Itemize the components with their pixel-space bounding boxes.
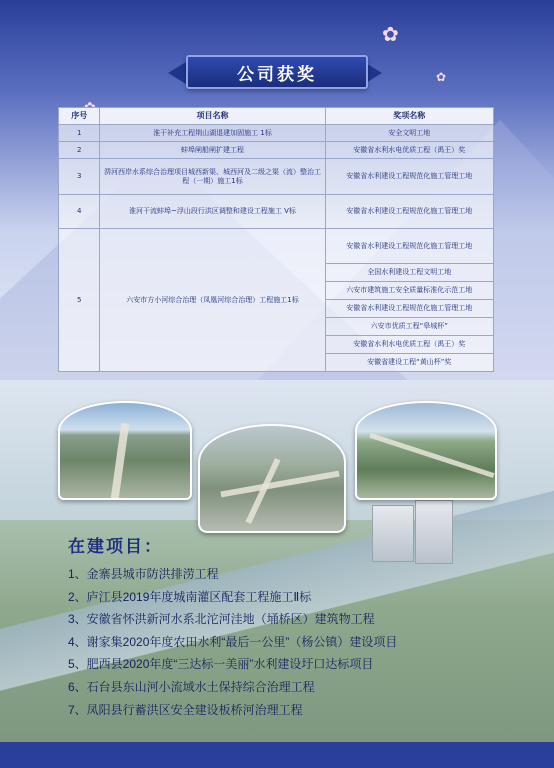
project-name: 淮干补充工程荆山湖退建加固施工 1标 [100, 125, 325, 142]
row-number: 1 [59, 125, 100, 142]
award-name: 安徽省建设工程“黄山杯”奖 [325, 354, 493, 372]
table-header-row [59, 108, 494, 125]
project-name: 蚌埠闸船闸扩建工程 [100, 142, 325, 159]
award-name: 安徽省水利建设工程规范化施工管理工地 [325, 229, 493, 264]
award-name: 安徽省水利建设工程规范化施工管理工地 [325, 159, 493, 195]
flower-decoration-icon: ✿ [382, 22, 399, 46]
list-item: 3、安徽省怀洪新河水系北沱河洼地（埇桥区）建筑物工程 [68, 612, 375, 627]
award-name: 全国水利建设工程文明工地 [325, 264, 493, 282]
award-name: 安徽省水利水电优质工程（禹王）奖 [325, 142, 493, 159]
award-name: 安徽省水利建设工程规范化施工管理工地 [325, 300, 493, 318]
projects-list [68, 565, 508, 723]
sluice-tower [415, 500, 453, 564]
award-name: 安徽省水利建设工程规范化施工管理工地 [325, 195, 493, 229]
award-name: 六安市优质工程“皋城杯” [325, 318, 493, 336]
table-row [59, 195, 494, 229]
project-name: 淠河西岸水系综合治理项目城西新渠、城西河及二级之渠（流）整治工程（一期）施工1标 [100, 159, 325, 195]
list-item: 1、金寨县城市防洪排涝工程 [68, 567, 219, 581]
awards-title: 公司获奖 [186, 55, 368, 89]
award-name: 安徽省水利水电优质工程（禹王）奖 [325, 336, 493, 354]
list-item: 2、庐江县2019年度城南灌区配套工程施工Ⅱ标 [68, 589, 312, 604]
sluice-tower [372, 505, 414, 562]
project-photo-right [355, 401, 497, 500]
ribbon-tail [168, 62, 186, 84]
projects-title: 在建项目： [68, 537, 163, 556]
list-item: 4、谢家集2020年度农田水利“最后一公里”（杨公镇）建设项目 [68, 634, 398, 649]
column-header-project: 项目名称 [100, 108, 325, 125]
award-name: 六安市建筑施工安全质量标准化示范工地 [325, 282, 493, 300]
table-row [59, 159, 494, 195]
row-number: 2 [59, 142, 100, 159]
table-row [59, 142, 494, 159]
list-item: 6、石台县东山河小流域水土保持综合治理工程 [68, 679, 315, 694]
table-row [59, 229, 494, 264]
row-number: 5 [59, 229, 100, 372]
awards-table [58, 107, 494, 372]
bottom-band [0, 742, 554, 768]
row-number: 4 [59, 195, 100, 229]
project-name: 淮河干流蚌埠~浮山段行洪区调整和建设工程施工 V标 [100, 195, 325, 229]
column-header-number: 序号 [59, 108, 100, 125]
award-name: 安全文明工地 [325, 125, 493, 142]
project-photo-center [198, 424, 346, 533]
project-photo-left [58, 401, 192, 500]
project-name: 六安市方小河综合治理（凤凰河综合治理）工程施工1标 [100, 229, 325, 372]
flower-decoration-icon: ✿ [436, 70, 447, 84]
row-number: 3 [59, 159, 100, 195]
column-header-award: 奖项名称 [325, 108, 493, 125]
list-item: 7、凤阳县行蓄洪区安全建设板桥河治理工程 [68, 702, 303, 717]
table-row [59, 125, 494, 142]
list-item: 5、肥西县2020年度“三达标一美丽”水利建设圩口达标项目 [68, 657, 374, 672]
